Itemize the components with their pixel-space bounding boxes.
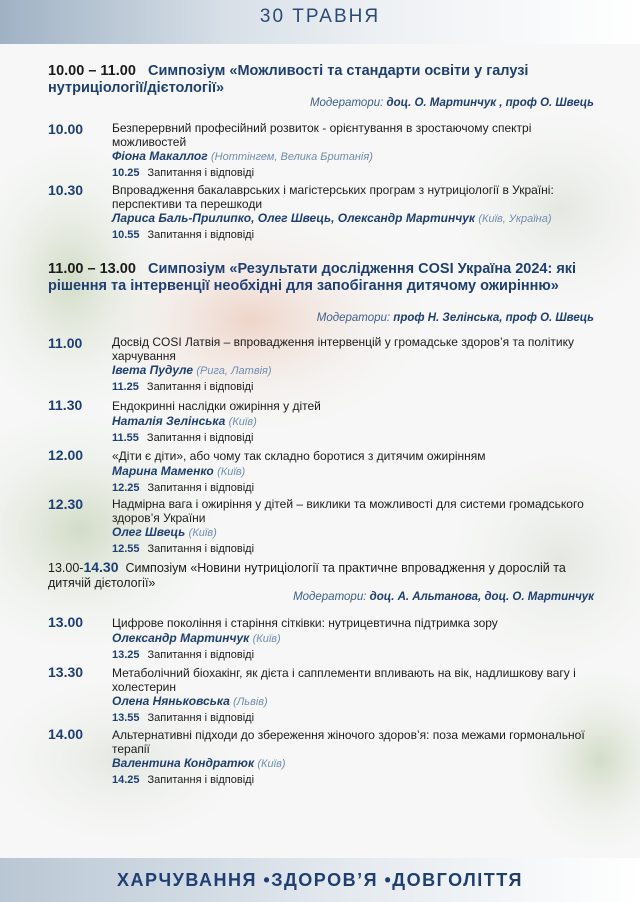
- symposium-1-title: Симпозіум «Можливості та стандарти освіти у галузі нутриціології/дієтології»: [48, 63, 529, 96]
- talk-item: [112, 122, 592, 181]
- talk-speaker: Фіона Макаллог (Ноттінгем, Велика Британія): [112, 149, 373, 163]
- qa-line: 13.55 Запитання і відповіді: [112, 712, 255, 724]
- talk-title: Безперервний професійний розвиток - орієнтування в зростаючому спектрі можливостей: [112, 121, 532, 149]
- symposium-3-time-start: 13.00-: [48, 561, 84, 575]
- talk-title: «Діти є діти», або чому так складно боротися з дитячим ожирінням: [112, 449, 486, 463]
- symposium-2-heading: [48, 261, 608, 295]
- qa-line: 10.25 Запитання і відповіді: [112, 167, 255, 179]
- talk-item: [112, 400, 592, 446]
- talk-title: Ендокринні наслідки ожиріння у дітей: [112, 399, 321, 413]
- talk-title: Досвід COSI Латвія – впровадження інтервенцій у громадське здоров’я та політику харчування: [112, 335, 574, 363]
- talk-title: Впровадження бакалаврських і магістерських програм з нутриціології в Україні: перспективи та перешкоди: [112, 183, 554, 211]
- talk-item: [112, 617, 592, 663]
- qa-line: 10.55 Запитання і відповіді: [112, 229, 255, 241]
- talk-time: 11.00: [48, 335, 83, 351]
- symposium-1-moderators: Модератори: доц. О. Мартинчук , проф О. Швець: [309, 97, 594, 109]
- talk-item: [112, 667, 592, 726]
- talk-title: Альтернативні підходи до збереження жіночого здоров’я: поза межами гормональної терапії: [112, 728, 585, 756]
- symposium-2-title: Симпозіум «Результати дослідження COSI Україна 2024: які рішення та інтервенції необхідні для запобігання дитячому ожирінню»: [48, 261, 577, 294]
- talk-time: 11.30: [48, 397, 83, 413]
- talk-item: [112, 450, 592, 496]
- qa-line: 12.55 Запитання і відповіді: [112, 543, 255, 555]
- symposium-3-moderators: Модератори: доц. А. Альтанова, доц. О. Мартинчук: [293, 591, 594, 603]
- talk-speaker: Олег Швець (Київ): [112, 525, 217, 539]
- talk-speaker: Наталія Зелінська (Київ): [112, 413, 257, 428]
- talk-time: 12.00: [48, 447, 84, 463]
- talk-time: 13.30: [48, 664, 84, 680]
- talk-time: 10.00: [48, 121, 84, 137]
- qa-line: 11.55 Запитання і відповіді: [112, 431, 254, 444]
- talk-time: 14.00: [48, 726, 84, 742]
- talk-item: [112, 336, 592, 395]
- qa-line: 13.25 Запитання і відповіді: [112, 648, 255, 661]
- talk-title: Метаболічний біохакінг, як дієта і сапплементи впливають на вік, надлишкову вагу і холестерин: [112, 666, 576, 694]
- qa-line: 12.25 Запитання і відповіді: [112, 481, 255, 494]
- talk-speaker: Лариса Баль-Прилипко, Олег Швець, Олександр Мартинчук (Київ, Україна): [112, 211, 552, 225]
- talk-speaker: Олена Няньковська (Львів): [112, 694, 268, 708]
- symposium-3-title: Симпозіум «Новини нутриціології та практичне впровадження у дорослій та дитячій дієтології»: [48, 561, 566, 590]
- symposium-2-moderators: Модератори: проф Н. Зелінська, проф О. Швець: [316, 312, 594, 324]
- talk-time: 10.30: [48, 182, 84, 198]
- page-date-title: 30 ТРАВНЯ: [259, 6, 381, 27]
- symposium-1-time: 10.00 – 11.00: [48, 63, 136, 79]
- talk-item: [112, 184, 592, 243]
- talk-speaker: Валентина Кондратюк (Київ): [112, 756, 286, 770]
- talk-time: 13.00: [48, 614, 84, 630]
- qa-line: 11.25 Запитання і відповіді: [112, 381, 254, 393]
- footer-tagline: ХАРЧУВАННЯ •ЗДОРОВ’Я •ДОВГОЛІТТЯ: [117, 870, 523, 890]
- talk-item: [112, 498, 592, 557]
- talk-title: Цифрове покоління і старіння сітківки: нутрицевтична підтримка зору: [112, 616, 498, 630]
- talk-item: [112, 729, 592, 788]
- talk-title: Надмірна вага і ожиріння у дітей – виклики та можливості для системи громадського здоров’я України: [112, 497, 584, 525]
- talk-speaker: Івета Пудуле (Рига, Латвія): [112, 363, 272, 377]
- talk-time: 12.30: [48, 496, 84, 512]
- talk-speaker: Олександр Мартинчук (Київ): [112, 630, 281, 645]
- talk-speaker: Марина Маменко (Київ): [112, 463, 246, 478]
- symposium-1-heading: [48, 63, 608, 97]
- symposium-2-time: 11.00 – 13.00: [48, 261, 136, 277]
- qa-line: 14.25 Запитання і відповіді: [112, 774, 255, 786]
- symposium-3-time-end: 14.30: [83, 559, 119, 575]
- symposium-3-heading: [48, 560, 608, 591]
